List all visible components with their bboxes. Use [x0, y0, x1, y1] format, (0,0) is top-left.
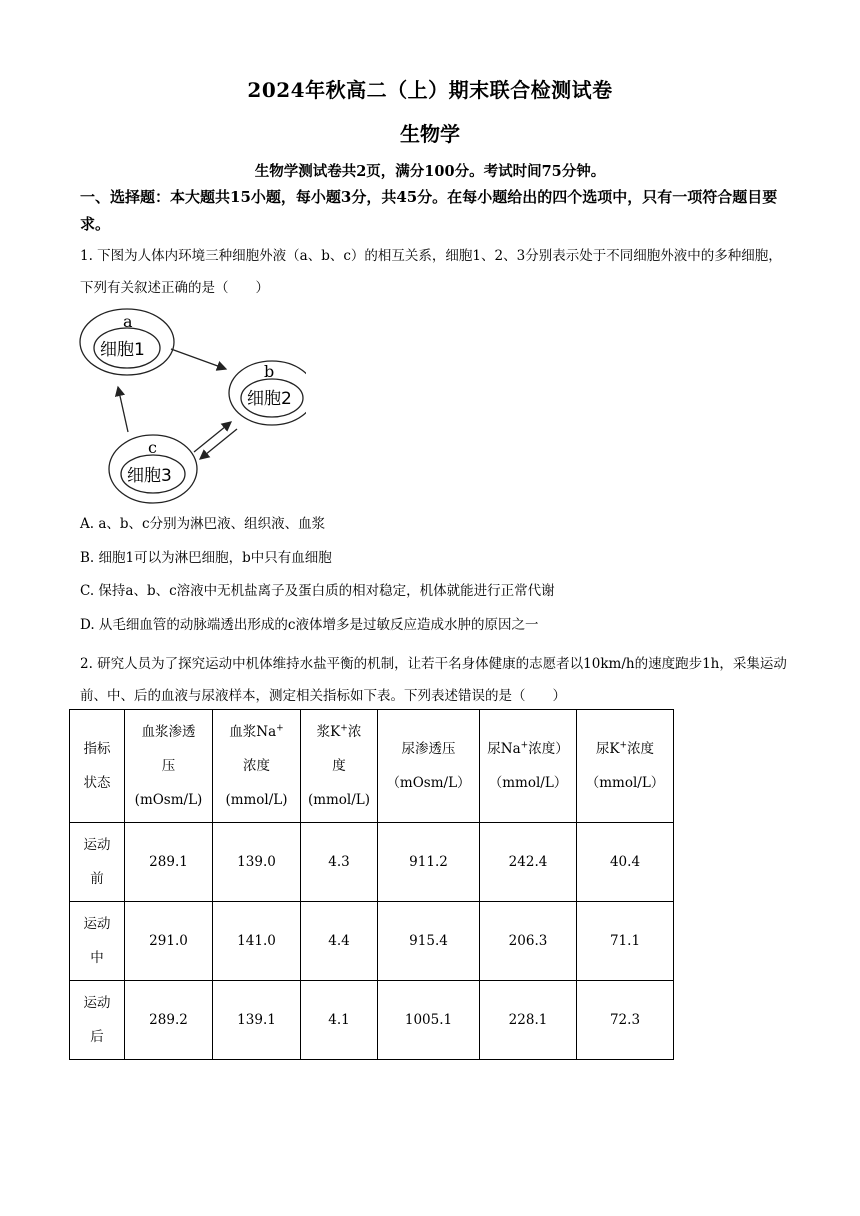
value-cell: 4.3: [301, 823, 378, 902]
state-cell: 运动 前: [70, 823, 125, 902]
question-1-option-c: C. 保持a、b、c溶液中无机盐离子及蛋白质的相对稳定，机体就能进行正常代谢: [80, 583, 555, 599]
value-cell: 242.4: [480, 823, 577, 902]
table-row: [70, 981, 674, 1060]
subject-title: 生物学: [400, 122, 460, 146]
value-cell: 4.4: [301, 902, 378, 981]
question-2-stem: 2. 研究人员为了探究运动中机体维持水盐平衡的机制，让若干名身体健康的志愿者以10km/h的速度跑步1h，采集运动前、中、后的血液与尿液样本，测定相关指标如下表。下列表述错误的是（ ）: [80, 656, 787, 704]
value-cell: 40.4: [577, 823, 674, 902]
question-1-stem: 1. 下图为人体内环境三种细胞外液（a、b、c）的相互关系，细胞1、2、3分别表示处于不同细胞外液中的多种细胞，下列有关叙述正确的是（ ）: [80, 248, 782, 296]
value-cell: 228.1: [480, 981, 577, 1060]
header-plasma-na: 血浆Na+ 浓度 (mmol/L): [213, 710, 301, 823]
exam-title: 2024年秋高二（上）期末联合检测试卷: [247, 78, 613, 102]
header-urine-na: 尿Na+浓度） （mmol/L）: [480, 710, 577, 823]
value-cell: 139.0: [213, 823, 301, 902]
label-cell2: 细胞2: [247, 389, 292, 409]
header-plasma-k: 浆K+浓 度 (mmol/L): [301, 710, 378, 823]
value-cell: 1005.1: [378, 981, 480, 1060]
table-corner-cell: 指标 状态: [70, 710, 125, 823]
state-cell: 运动 中: [70, 902, 125, 981]
value-cell: 72.3: [577, 981, 674, 1060]
header-plasma-osmolality: 血浆渗透 压 (mOsm/L): [125, 710, 213, 823]
value-cell: 206.3: [480, 902, 577, 981]
arrow-b-to-c: [200, 429, 237, 459]
node-b: [229, 361, 306, 425]
body-fluid-diagram: [76, 305, 306, 510]
value-cell: 289.1: [125, 823, 213, 902]
question-1-option-d: D. 从毛细血管的动脉端透出形成的c液体增多是过敏反应造成水肿的原因之一: [80, 617, 539, 633]
node-a: [80, 309, 174, 375]
question-1-option-a: A. a、b、c分别为淋巴液、组织液、血浆: [80, 516, 326, 532]
node-c: [109, 435, 197, 503]
state-cell: 运动 后: [70, 981, 125, 1060]
value-cell: 291.0: [125, 902, 213, 981]
arrow-c-to-b: [194, 422, 231, 452]
header-urine-osmolality: 尿渗透压 （mOsm/L）: [378, 710, 480, 823]
value-cell: 4.1: [301, 981, 378, 1060]
arrow-c-to-a: [118, 387, 128, 432]
label-b: b: [264, 362, 275, 381]
label-cell1: 细胞1: [100, 340, 145, 360]
label-a: a: [123, 312, 133, 331]
value-cell: 141.0: [213, 902, 301, 981]
value-cell: 139.1: [213, 981, 301, 1060]
value-cell: 915.4: [378, 902, 480, 981]
table-row: [70, 823, 674, 902]
arrow-a-to-b: [171, 349, 226, 369]
table-row: [70, 902, 674, 981]
value-cell: 71.1: [577, 902, 674, 981]
table-header-row: [70, 710, 674, 823]
label-cell3: 细胞3: [127, 466, 172, 486]
section-heading: 一、选择题：本大题共15小题，每小题3分，共45分。在每小题给出的四个选项中，只有一项符合题目要求。: [80, 188, 778, 233]
exam-note: 生物学测试卷共2页，满分100分。考试时间75分钟。: [254, 163, 606, 180]
value-cell: 911.2: [378, 823, 480, 902]
label-c: c: [148, 438, 157, 457]
question-1-option-b: B. 细胞1可以为淋巴细胞，b中只有血细胞: [80, 550, 332, 566]
indicator-table: [69, 709, 674, 1060]
header-urine-k: 尿K+浓度 （mmol/L）: [577, 710, 674, 823]
value-cell: 289.2: [125, 981, 213, 1060]
